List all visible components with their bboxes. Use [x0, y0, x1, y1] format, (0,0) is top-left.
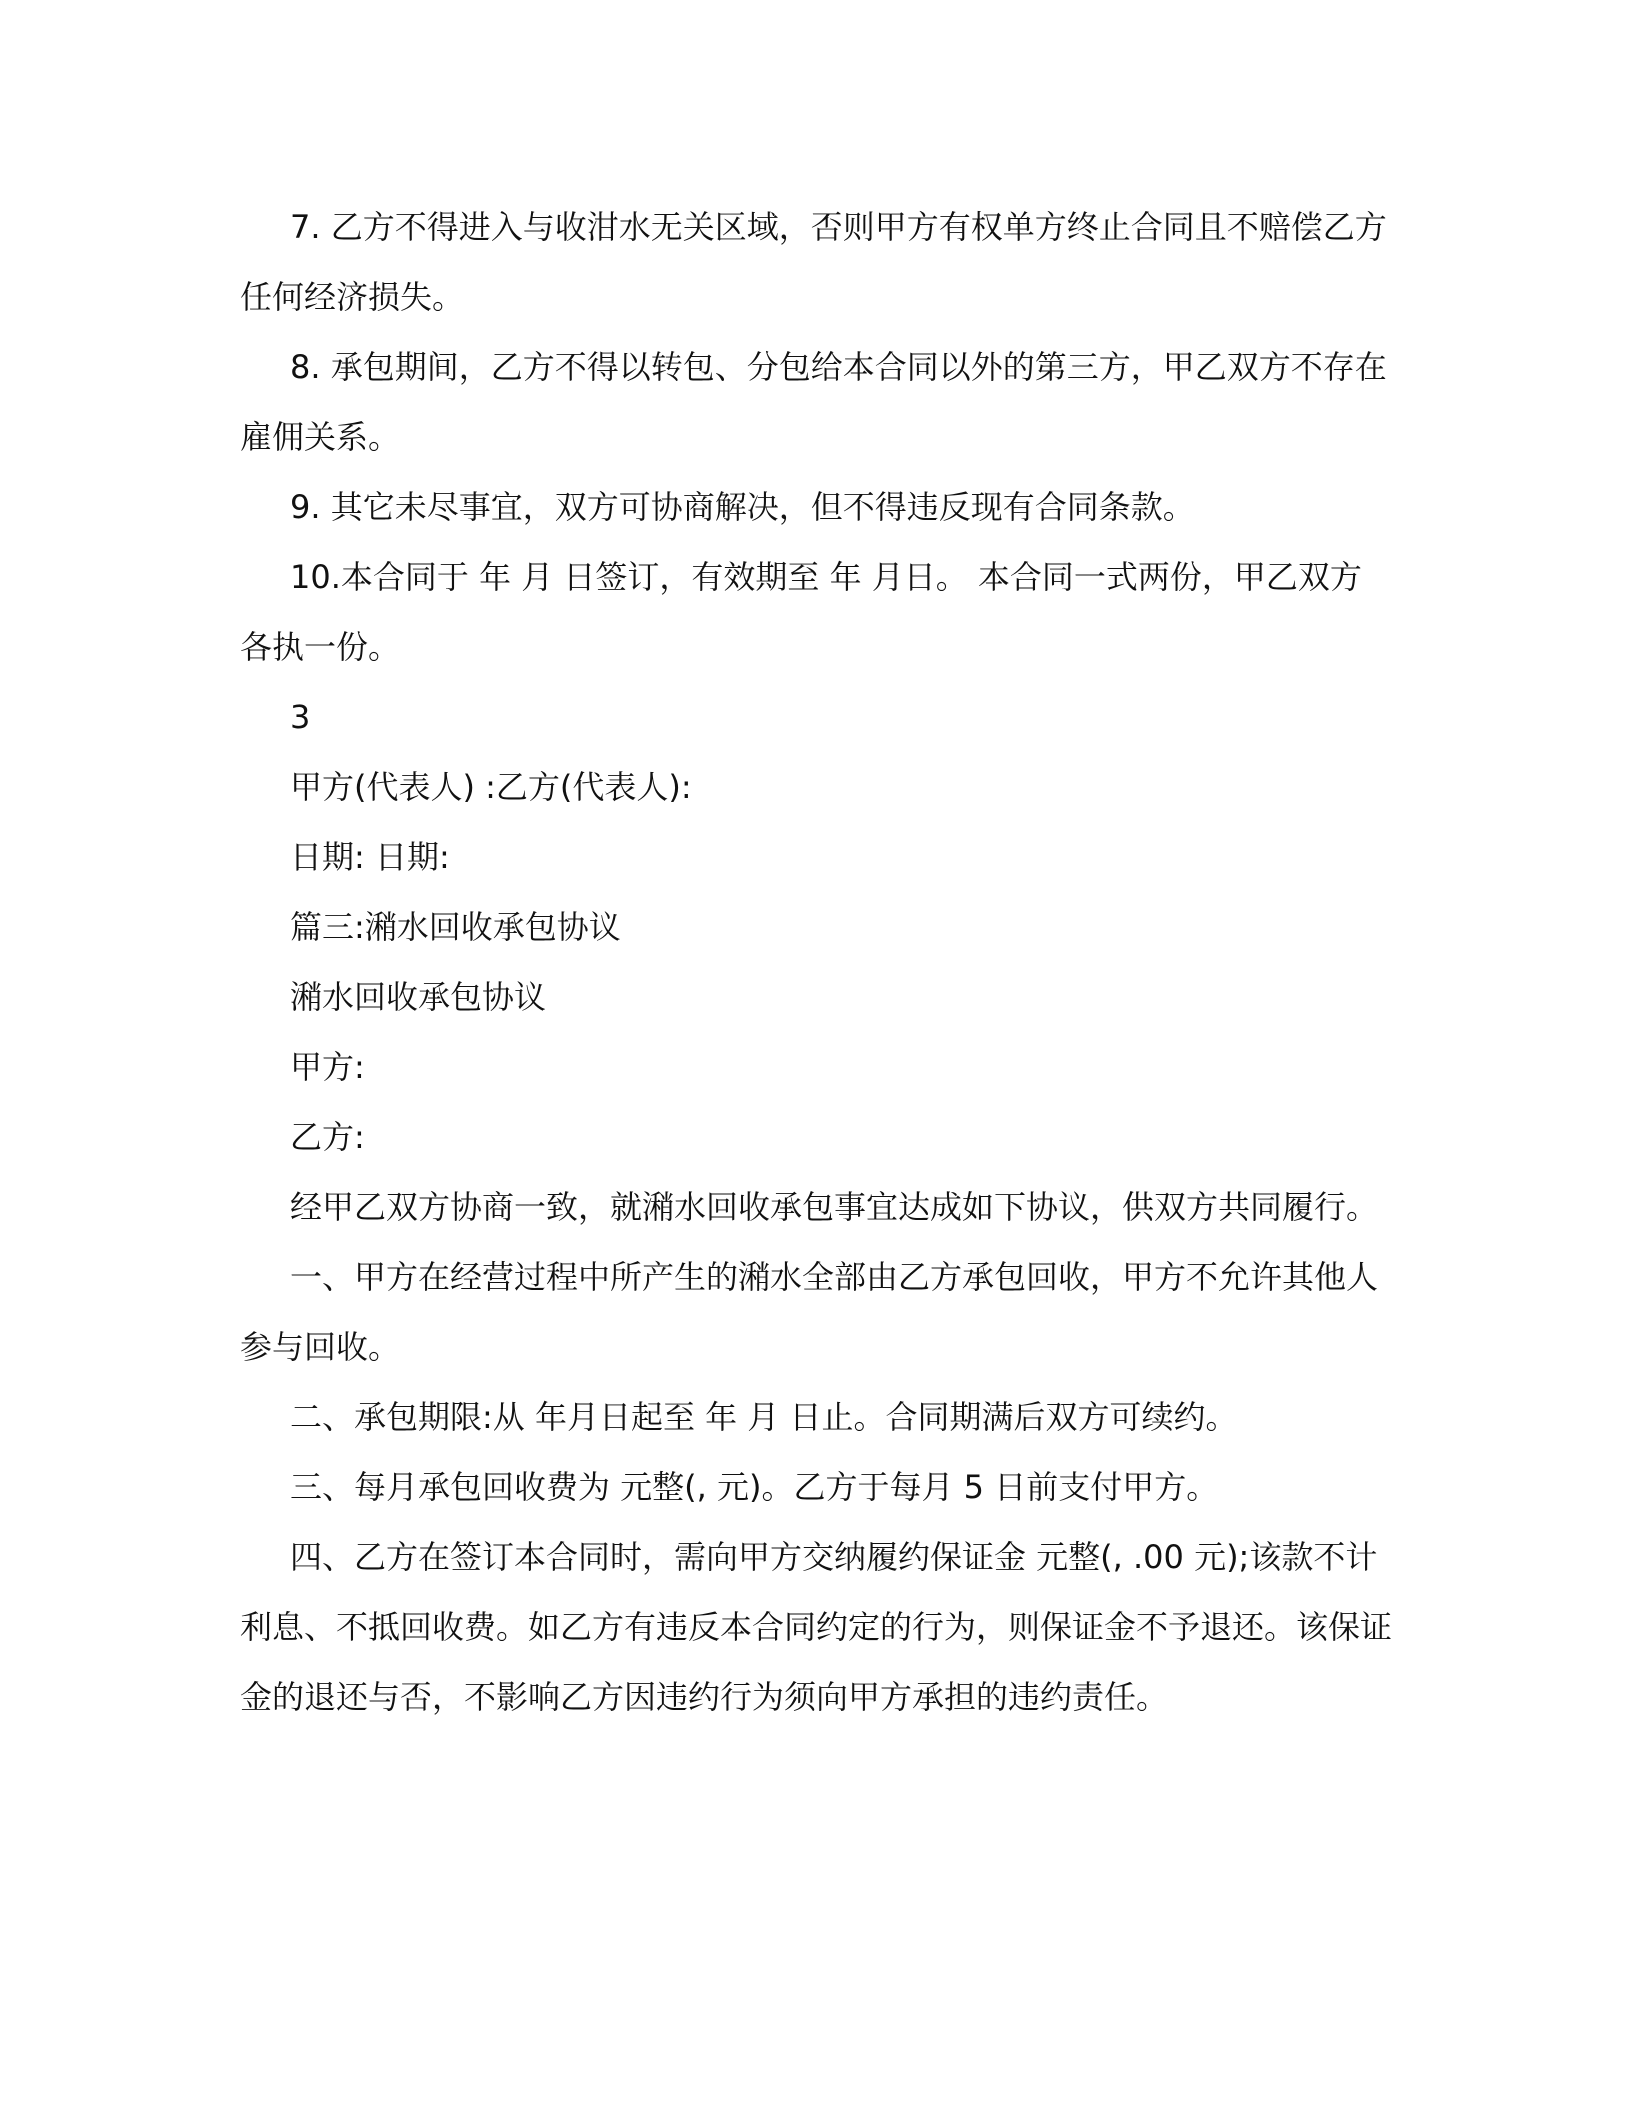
- date-line: 日期: 日期:: [290, 838, 450, 876]
- paragraph-item-9: 9. 其它未尽事宜，双方可协商解决，但不得违反现有合同条款。: [290, 488, 1195, 526]
- clause-4: 四、乙方在签订本合同时，需向甲方交纳履约保证金 元整(, .00 元);该款不计利息、不抵回收费。如乙方有违反本合同约定的行为，则保证金不予退还。该保证金的退还与否，不影响乙方因违约行为须向甲方承担的违约责任。: [240, 1538, 1393, 1716]
- page-number: 3: [290, 698, 311, 736]
- agreement-intro: 经甲乙双方协商一致，就潲水回收承包事宜达成如下协议，供双方共同履行。: [290, 1188, 1379, 1226]
- signature-line: 甲方(代表人) :乙方(代表人):: [290, 768, 692, 806]
- party-a-label: 甲方:: [290, 1048, 365, 1086]
- paragraph-item-7: 7. 乙方不得进入与收泔水无关区域，否则甲方有权单方终止合同且不赔偿乙方任何经济损失。: [240, 208, 1387, 316]
- clause-1: 一、甲方在经营过程中所产生的潲水全部由乙方承包回收，甲方不允许其他人参与回收。: [240, 1258, 1379, 1366]
- clause-3: 三、每月承包回收费为 元整(, 元)。乙方于每月 5 日前支付甲方。: [290, 1468, 1219, 1506]
- section-title: 篇三:潲水回收承包协议: [290, 908, 621, 946]
- paragraph-item-8: 8. 承包期间，乙方不得以转包、分包给本合同以外的第三方，甲乙双方不存在雇佣关系。: [240, 348, 1387, 456]
- party-b-label: 乙方:: [290, 1118, 365, 1156]
- document-body: [240, 192, 1392, 1732]
- clause-2: 二、承包期限:从 年月日起至 年 月 日止。合同期满后双方可续约。: [290, 1398, 1238, 1436]
- agreement-title: 潲水回收承包协议: [290, 978, 547, 1016]
- paragraph-item-10: 10.本合同于 年 月 日签订，有效期至 年 月日。 本合同一式两份，甲乙双方各执一份。: [240, 558, 1362, 666]
